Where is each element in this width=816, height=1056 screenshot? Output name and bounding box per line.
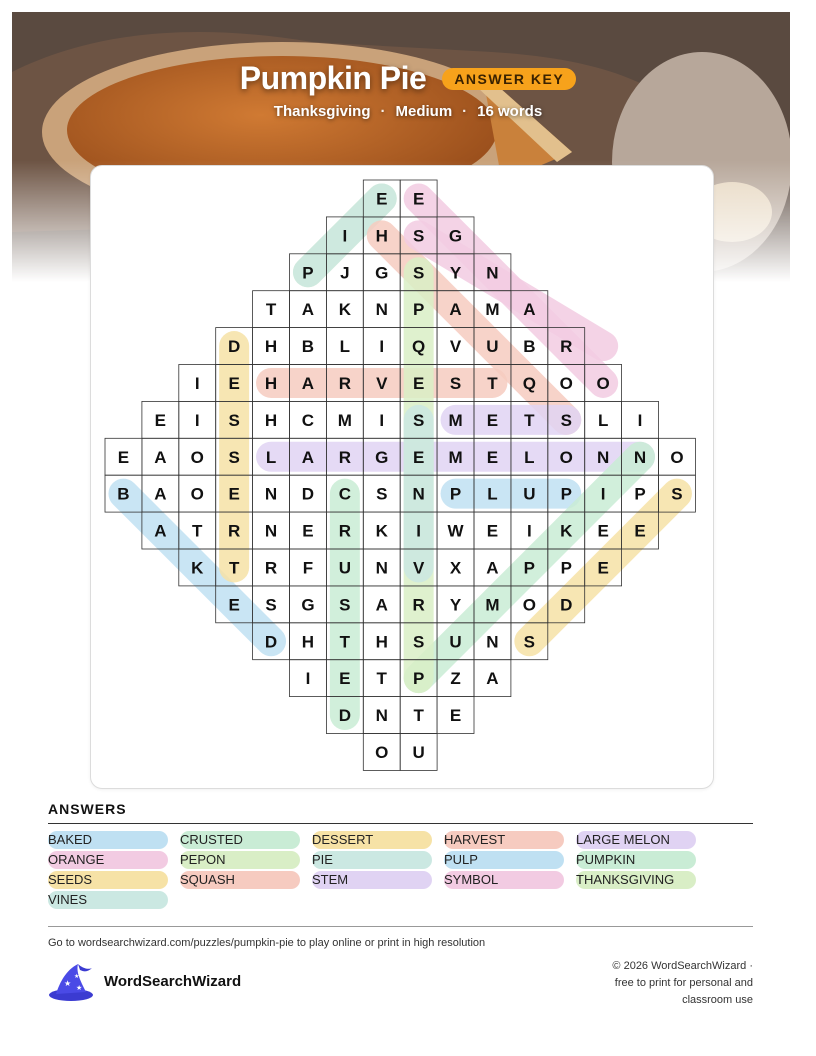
grid-letter: T: [524, 410, 535, 430]
grid-letter: T: [376, 669, 387, 689]
grid-letter: E: [634, 521, 646, 541]
grid-letter: R: [264, 558, 278, 578]
answer-item: PULP: [444, 851, 564, 869]
answer-item: CRUSTED: [180, 831, 300, 849]
divider: [48, 926, 753, 927]
grid-letter: Y: [449, 595, 462, 615]
grid-letter: B: [117, 484, 130, 504]
answer-item: THANKSGIVING: [576, 871, 696, 889]
grid-letter: K: [560, 521, 573, 541]
grid-letter: A: [154, 484, 167, 504]
grid-letter: A: [301, 300, 315, 320]
grid-letter: P: [523, 558, 536, 578]
grid-letter: T: [487, 373, 498, 393]
grid-letter: O: [670, 447, 684, 467]
answer-item: DESSERT: [312, 831, 432, 849]
grid-letter: U: [523, 484, 536, 504]
grid-letter: D: [560, 595, 573, 615]
puzzle-card: [90, 165, 714, 789]
copyright-line: free to print for personal and: [614, 977, 753, 989]
grid-letter: D: [228, 337, 241, 357]
grid-letter: E: [228, 484, 240, 504]
copyright: [583, 958, 753, 1009]
grid-letter: M: [448, 447, 463, 467]
grid-letter: E: [412, 447, 425, 467]
grid-letter: E: [154, 410, 167, 430]
grid-letter: N: [375, 706, 388, 726]
svg-text:★: ★: [74, 973, 80, 980]
grid-letter: Y: [449, 263, 462, 283]
grid-letter: M: [448, 410, 463, 430]
grid-letter: N: [375, 558, 388, 578]
grid-letter: G: [448, 226, 463, 246]
grid-letter: R: [338, 373, 351, 393]
grid-letter: I: [194, 373, 200, 393]
grid-letter: M: [485, 595, 500, 615]
grid-letter: X: [449, 558, 462, 578]
grid-letter: I: [600, 484, 606, 504]
puzzle-meta: [0, 103, 816, 120]
grid-letter: D: [338, 706, 351, 726]
answer-item: VINES: [48, 891, 168, 909]
grid-letter: R: [412, 595, 425, 615]
grid-letter: A: [449, 300, 462, 320]
grid-letter: P: [412, 300, 425, 320]
svg-text:★: ★: [76, 984, 83, 992]
grid-letter: L: [524, 447, 535, 467]
grid-letter: C: [301, 410, 315, 430]
grid-letter: G: [375, 263, 389, 283]
answer-item: SQUASH: [180, 871, 300, 889]
grid-letter: R: [560, 337, 573, 357]
grid-letter: I: [379, 410, 385, 430]
grid-letter: L: [265, 447, 277, 467]
grid-letter: R: [338, 447, 351, 467]
grid-letter: J: [340, 263, 350, 283]
grid-letter: M: [485, 300, 500, 320]
grid-letter: S: [412, 410, 425, 430]
wizard-hat-icon: [48, 962, 94, 1002]
grid-letter: O: [522, 595, 536, 615]
grid-letter: N: [375, 300, 388, 320]
grid-letter: E: [117, 447, 130, 467]
grid-letter: E: [228, 595, 240, 615]
grid-letter: S: [523, 632, 536, 652]
copyright-line: classroom use: [682, 994, 753, 1006]
grid-letter: F: [302, 558, 314, 578]
grid-letter: O: [596, 373, 610, 393]
grid-letter: I: [342, 226, 348, 246]
meta-separator: ·: [462, 103, 468, 120]
grid-letter: H: [264, 410, 278, 430]
grid-letter: K: [191, 558, 204, 578]
answer-item: SYMBOL: [444, 871, 564, 889]
grid-letter: V: [376, 373, 388, 393]
grid-letter: O: [190, 447, 204, 467]
grid-letter: S: [412, 632, 425, 652]
grid-letter: R: [228, 521, 241, 541]
grid-letter: A: [301, 447, 315, 467]
grid-letter: P: [449, 484, 462, 504]
grid-letter: E: [228, 373, 240, 393]
grid-letter: U: [338, 558, 351, 578]
footer-link-text: Go to wordsearchwizard.com/puzzles/pumpkin-pie to play online or print in high resolution: [48, 937, 486, 949]
grid-letter: K: [338, 300, 351, 320]
grid-letter: E: [486, 521, 499, 541]
divider: [48, 823, 753, 824]
grid-letter: R: [338, 521, 351, 541]
grid-letter: T: [228, 558, 240, 578]
grid-letter: A: [486, 558, 499, 578]
grid-letter: A: [154, 521, 167, 541]
grid-letter: O: [559, 373, 573, 393]
grid-letter: A: [486, 669, 499, 689]
grid-letter: E: [412, 373, 425, 393]
grid-letter: H: [301, 632, 315, 652]
grid-cells: [105, 180, 695, 770]
grid-letter: S: [412, 226, 425, 246]
grid-letter: A: [154, 447, 167, 467]
grid-letter: S: [449, 373, 462, 393]
grid-letter: W: [447, 521, 464, 541]
answer-item: STEM: [312, 871, 432, 889]
word-count-label: 16 words: [477, 103, 543, 120]
grid-letter: I: [305, 669, 311, 689]
grid-letter: Q: [412, 337, 426, 357]
grid-letter: S: [228, 410, 240, 430]
grid-letter: E: [597, 558, 609, 578]
grid-letter: Z: [450, 669, 461, 689]
grid-letter: A: [375, 595, 388, 615]
grid-letter: N: [597, 447, 610, 467]
grid-letter: T: [339, 632, 351, 652]
grid-letter: A: [301, 373, 315, 393]
answer-item: SEEDS: [48, 871, 168, 889]
grid-letter: T: [413, 706, 424, 726]
grid-letter: M: [337, 410, 352, 430]
grid-letter: S: [339, 595, 351, 615]
grid-letter: I: [416, 521, 422, 541]
grid-letter: S: [560, 410, 572, 430]
grid-letter: S: [376, 484, 388, 504]
grid-letter: N: [264, 484, 278, 504]
answer-item: LARGE MELON: [576, 831, 696, 849]
grid-letter: E: [486, 447, 499, 467]
grid-letter: S: [671, 484, 683, 504]
grid-letter: K: [375, 521, 388, 541]
grid-letter: L: [339, 337, 351, 357]
word-search-grid: [91, 166, 713, 788]
grid-letter: N: [486, 263, 499, 283]
grid-letter: U: [486, 337, 499, 357]
grid-letter: E: [449, 706, 462, 726]
grid-letter: O: [559, 447, 573, 467]
grid-letter: G: [301, 595, 315, 615]
grid-letter: B: [523, 337, 536, 357]
category-label: Thanksgiving: [273, 103, 371, 120]
copyright-line: © 2026 WordSearchWizard ·: [612, 960, 753, 972]
title-row: [0, 60, 816, 97]
grid-letter: E: [302, 521, 314, 541]
grid-letter: P: [634, 484, 646, 504]
grid-letter: H: [264, 337, 278, 357]
answer-item: PEPON: [180, 851, 300, 869]
answer-item: PUMPKIN: [576, 851, 696, 869]
grid-letter: I: [526, 521, 532, 541]
meta-separator: ·: [380, 103, 386, 120]
grid-letter: H: [264, 373, 278, 393]
grid-letter: C: [338, 484, 351, 504]
grid-letter: O: [190, 484, 204, 504]
brand-name: WordSearchWizard: [104, 973, 242, 990]
grid-letter: V: [449, 337, 462, 357]
grid-letter: S: [412, 263, 425, 283]
grid-letter: O: [375, 742, 389, 762]
grid-letter: N: [412, 484, 425, 504]
answer-item: BAKED: [48, 831, 168, 849]
grid-letter: P: [560, 558, 572, 578]
answer-key-badge: ANSWER KEY: [442, 68, 576, 90]
grid-letter: P: [560, 484, 572, 504]
grid-letter: I: [379, 337, 385, 357]
grid-letter: S: [265, 595, 277, 615]
grid-letter: G: [375, 447, 389, 467]
grid-letter: I: [194, 410, 200, 430]
page-title: Pumpkin Pie: [239, 60, 427, 96]
grid-letter: D: [301, 484, 315, 504]
grid-letter: L: [597, 410, 609, 430]
grid-letter: U: [412, 742, 425, 762]
grid-letter: E: [412, 189, 425, 209]
answer-item: HARVEST: [444, 831, 564, 849]
grid-letter: N: [264, 521, 278, 541]
grid-letter: E: [597, 521, 609, 541]
grid-letter: T: [265, 300, 277, 320]
answers-heading: ANSWERS: [48, 801, 127, 817]
grid-letter: N: [633, 447, 647, 467]
answer-item: ORANGE: [48, 851, 168, 869]
answer-item: PIE: [312, 851, 432, 869]
grid-letter: Q: [522, 373, 536, 393]
grid-letter: A: [523, 300, 536, 320]
grid-letter: H: [375, 226, 388, 246]
grid-letter: L: [487, 484, 498, 504]
grid-letter: E: [486, 410, 499, 430]
grid-letter: N: [486, 632, 499, 652]
grid-letter: V: [412, 558, 425, 578]
grid-letter: P: [412, 669, 425, 689]
grid-letter: B: [301, 337, 315, 357]
grid-letter: E: [376, 189, 388, 209]
grid-letter: T: [192, 521, 203, 541]
grid-letter: S: [228, 447, 240, 467]
grid-letter: P: [302, 263, 314, 283]
svg-text:★: ★: [64, 979, 72, 988]
difficulty-label: Medium: [395, 103, 453, 120]
grid-letter: H: [375, 632, 388, 652]
grid-letter: U: [449, 632, 462, 652]
grid-letter: I: [637, 410, 643, 430]
grid-letter: E: [339, 669, 351, 689]
grid-letter: D: [264, 632, 278, 652]
